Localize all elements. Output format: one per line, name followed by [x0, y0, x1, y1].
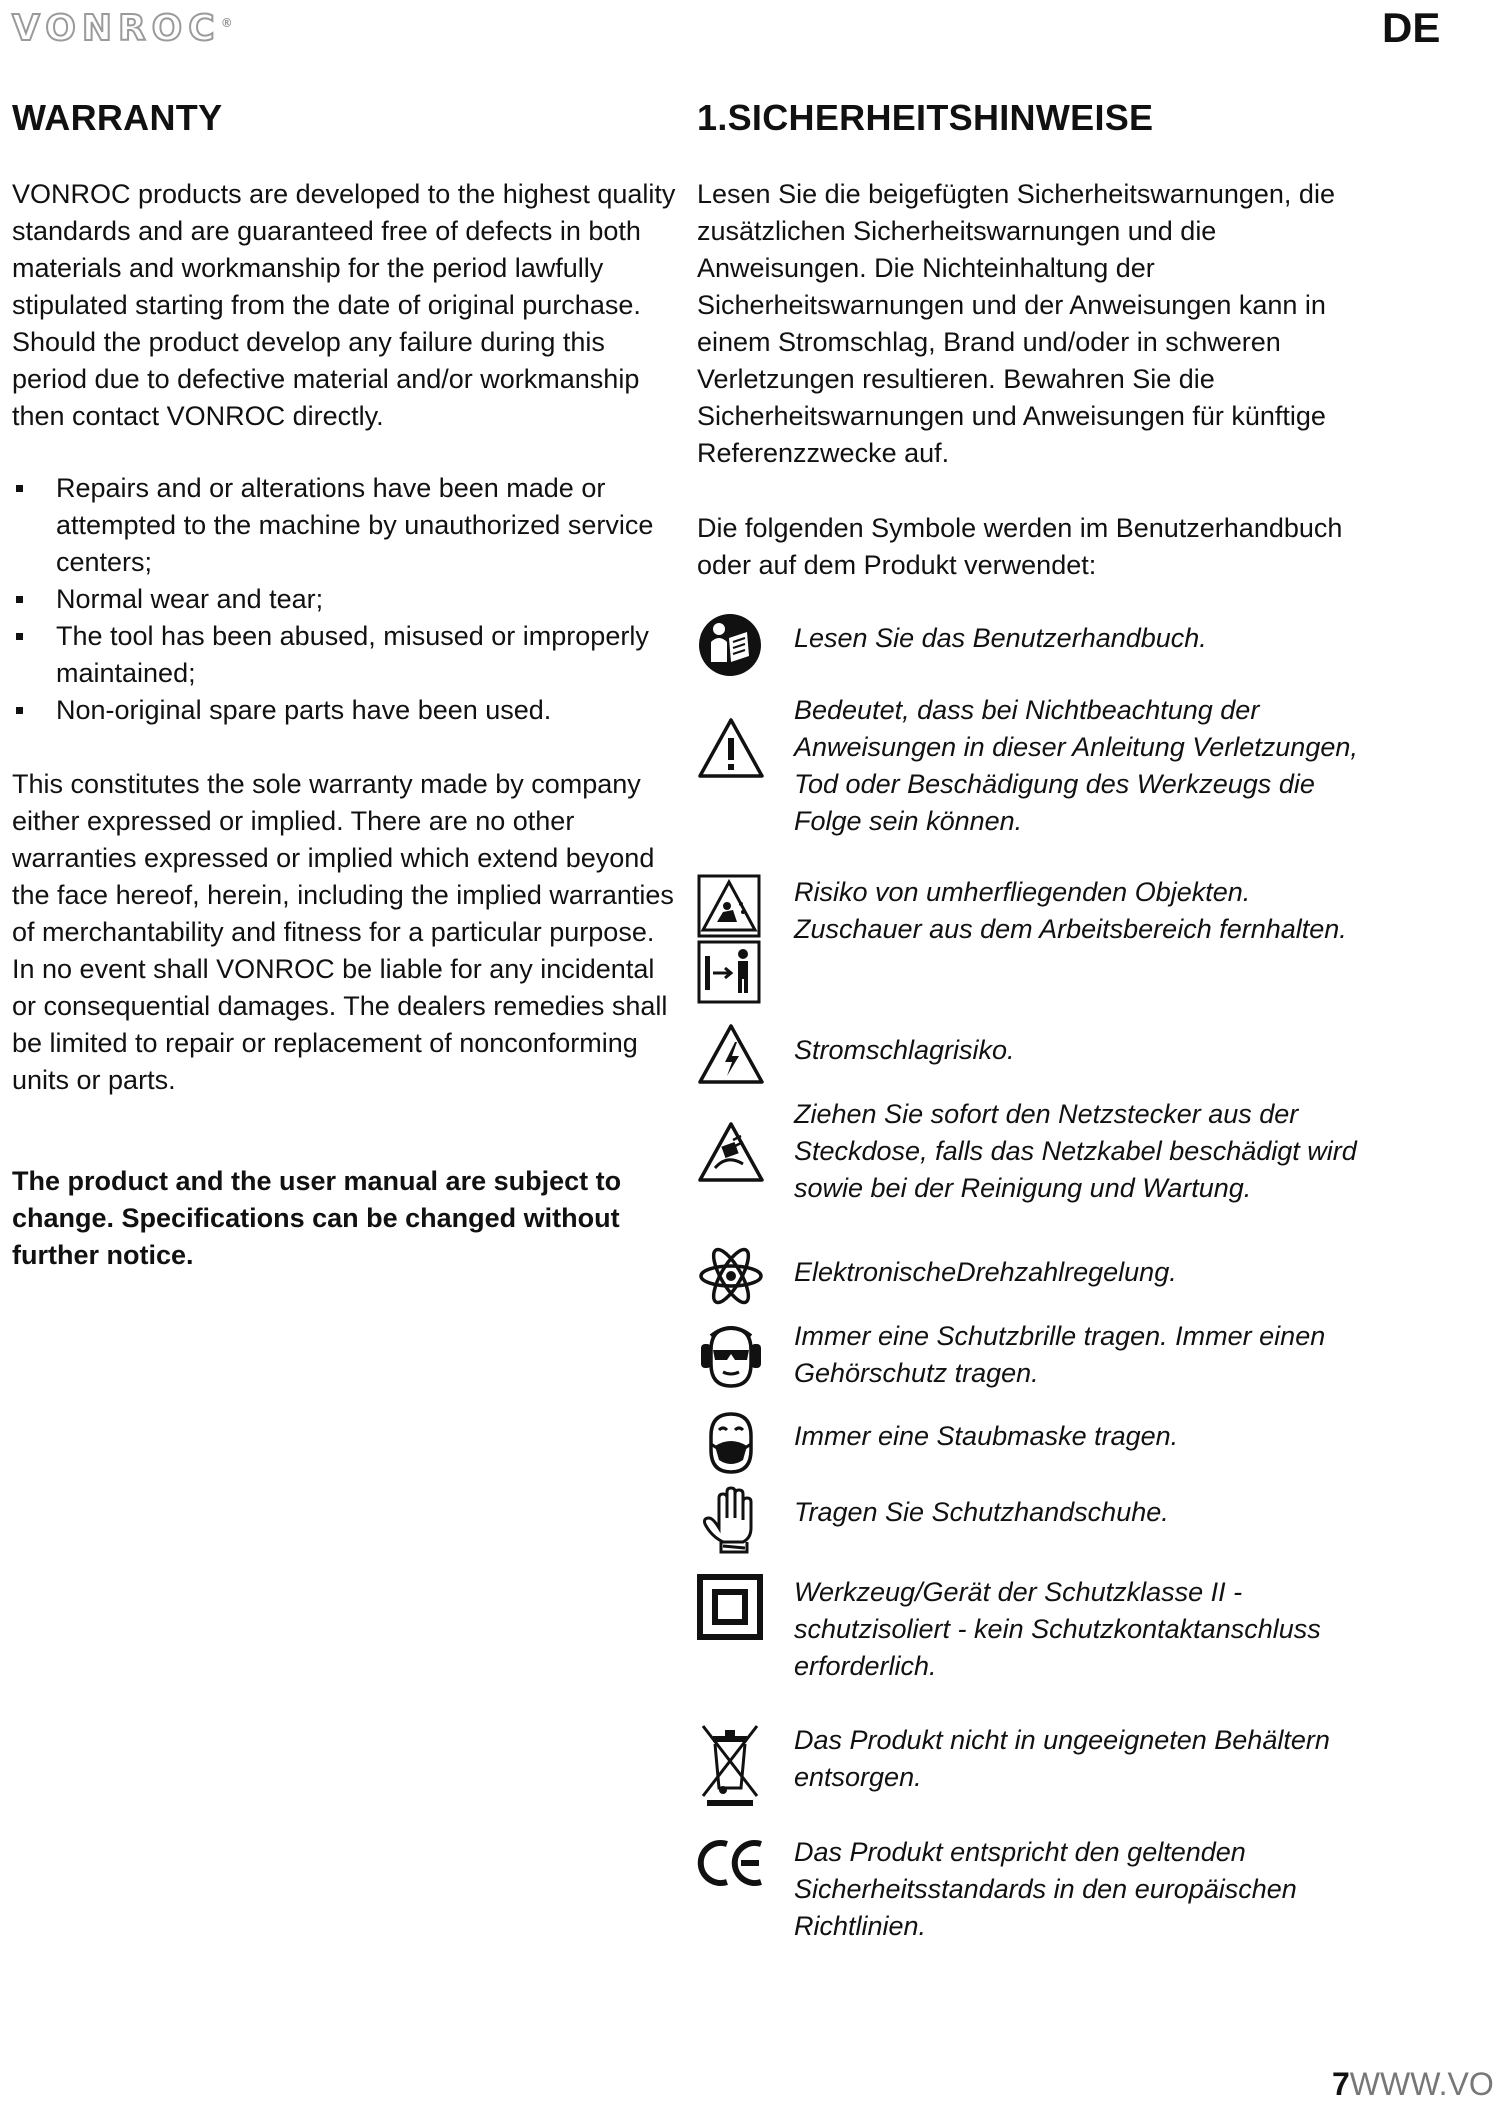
list-item: The tool has been abused, misused or improperly maintained;: [12, 618, 672, 692]
symbol-description: Das Produkt entspricht den geltenden Sicherheitsstandards in den europäischen Richtlinien.: [794, 1837, 1297, 1941]
warranty-heading: WARRANTY: [12, 97, 223, 138]
unplug-icon: [697, 1120, 767, 1184]
symbols-intro: Die folgenden Symbole werden im Benutzerhandbuch oder auf dem Produkt verwendet:: [697, 513, 1343, 580]
trademark-mark: ®: [220, 16, 233, 30]
symbol-description: Immer eine Schutzbrille tragen. Immer einen Gehörschutz tragen.: [794, 1321, 1326, 1388]
symbol-description: Werkzeug/Gerät der Schutzklasse II - schutzisoliert - kein Schutzkontaktanschluss erforderlich.: [794, 1577, 1321, 1681]
symbol-description: Das Produkt nicht in ungeeigneten Behältern entsorgen.: [794, 1725, 1330, 1792]
language-code: DE: [1382, 4, 1441, 51]
symbol-description: ElektronischeDrehzahlregelung.: [794, 1257, 1177, 1287]
weee-bin-icon: [697, 1722, 767, 1806]
symbol-description: Bedeutet, dass bei Nichtbeachtung der Anweisungen in dieser Anleitung Verletzungen, Tod oder Beschädigung des Werkzeugs die Folge sein können.: [794, 695, 1358, 836]
warranty-column: [12, 92, 676, 1270]
symbol-description: Stromschlagrisiko.: [794, 1035, 1015, 1065]
safety-heading: 1.SICHERHEITSHINWEISE: [697, 97, 1154, 138]
warranty-intro: VONROC products are developed to the highest quality standards and are guaranteed free of defects in both materials and workmanship for the period lawfully stipulated starting from the date of original purchase. Should the product develop any failure during this period due to defective material and/or workmanship then contact VONROC directly.: [12, 179, 676, 431]
goggles-ear-protection-icon: [697, 1322, 767, 1390]
page-footer: [1332, 2066, 1494, 2103]
list-item: Repairs and or alterations have been made or attempted to the machine by unauthorized service centers;: [12, 470, 672, 581]
symbol-description: Risiko von umherfliegenden Objekten. Zuschauer aus dem Arbeitsbereich fernhalten.: [794, 877, 1347, 944]
change-notice: The product and the user manual are subject to change. Specifications can be changed without further notice.: [12, 1166, 622, 1270]
dust-mask-icon: [697, 1410, 767, 1476]
flying-objects-icon: [697, 874, 767, 1004]
safety-intro: Lesen Sie die beigefügten Sicherheitswarnungen, die zusätzlichen Sicherheitswarnungen und die Anweisungen. Die Nichteinhaltung der Sicherheitswarnungen und der Anweisungen kann in einem Stromschlag, Brand und/oder in schweren Verletzungen resultieren. Bewahren Sie die Sicherheitswarnungen und Anweisungen für künftige Referenzzwecke auf.: [697, 179, 1335, 468]
symbol-description: Lesen Sie das Benutzerhandbuch.: [794, 623, 1207, 653]
brand-name: VONROC: [12, 8, 221, 49]
brand-logo: [12, 8, 233, 49]
list-item: Normal wear and tear;: [12, 581, 672, 618]
safety-column: [697, 92, 1387, 1941]
warranty-exclusions-list: [12, 470, 672, 729]
symbol-description: Tragen Sie Schutzhandschuhe.: [794, 1497, 1169, 1527]
list-item: Non-original spare parts have been used.: [12, 692, 672, 729]
website-url: WWW.VO: [1349, 2066, 1494, 2102]
page-number: 7: [1332, 2066, 1350, 2102]
symbol-description: Immer eine Staubmaske tragen.: [794, 1421, 1179, 1451]
read-manual-icon: [697, 612, 767, 678]
sole-warranty-text: This constitutes the sole warranty made by company either expressed or implied. There are no other warranties expressed or implied which extend beyond the face hereof, herein, including the implied warranties of merchantability and fitness for a particular purpose. In no event shall VONROC be liable for any incidental or consequential damages. The dealers remedies shall be limited to repair or replacement of nonconforming units or parts.: [12, 769, 674, 1095]
electronic-speed-icon: [697, 1244, 767, 1308]
symbol-description: Ziehen Sie sofort den Netzstecker aus der Steckdose, falls das Netzkabel beschädigt wird sowie bei der Reinigung und Wartung.: [794, 1099, 1357, 1203]
gloves-icon: [697, 1484, 767, 1554]
electric-shock-icon: [697, 1022, 767, 1086]
class-ii-icon: [697, 1574, 767, 1640]
warning-icon: [697, 716, 767, 780]
ce-mark-icon: [697, 1838, 767, 1888]
